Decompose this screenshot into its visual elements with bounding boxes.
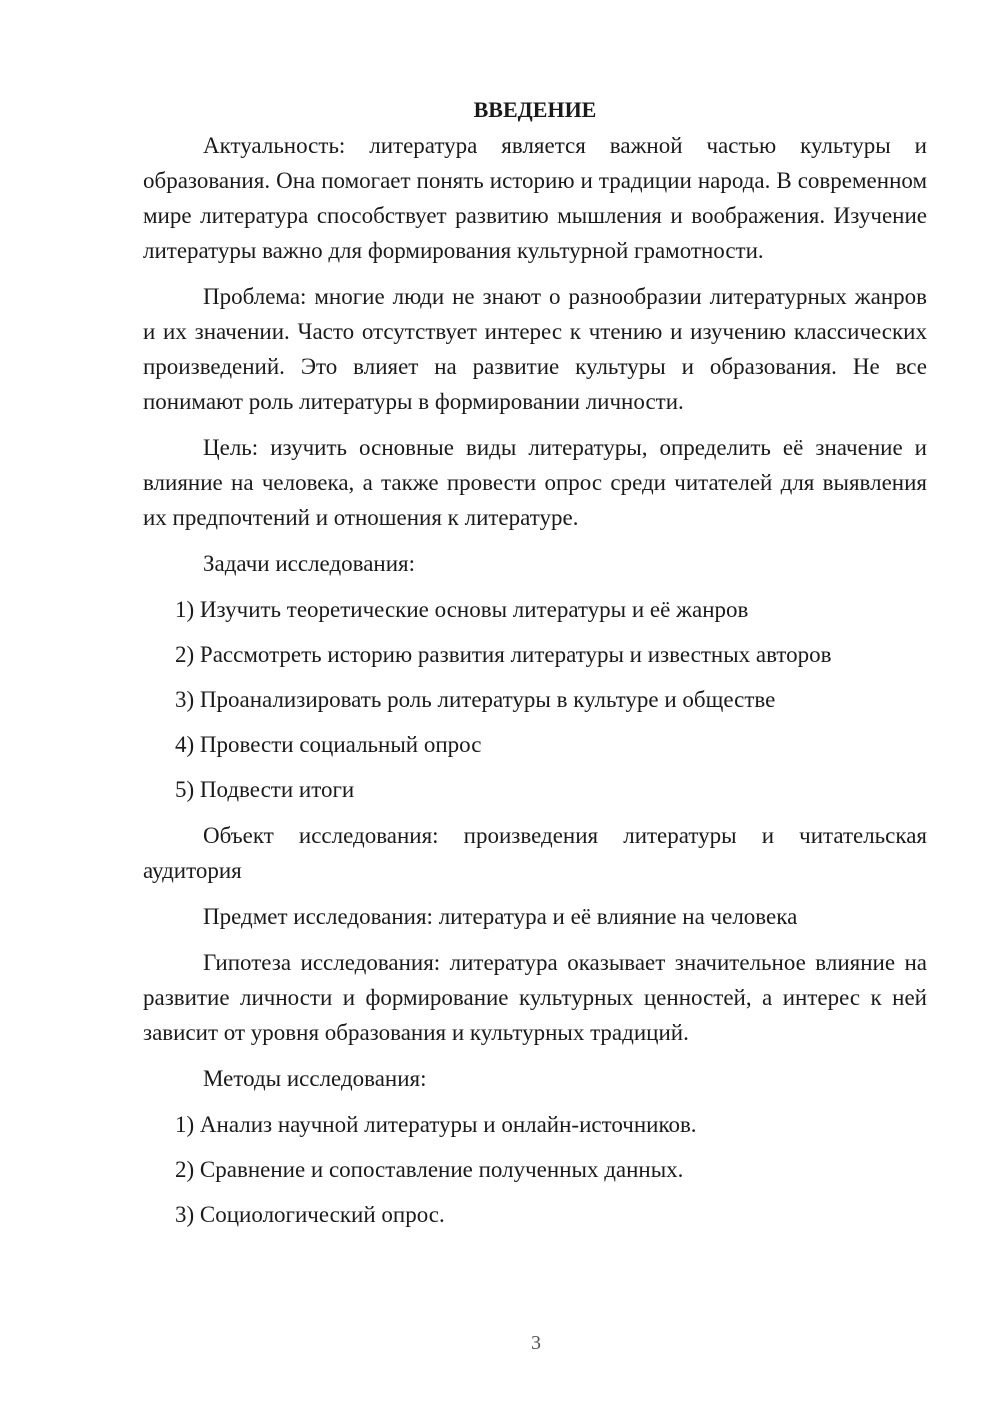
page-title: ВВЕДЕНИЕ	[473, 97, 597, 122]
list-item: 2) Сравнение и сопоставление полученных данных.	[175, 1157, 684, 1182]
list-item: 1) Анализ научной литературы и онлайн-источников.	[175, 1112, 697, 1137]
list-item: 5) Подвести итоги	[175, 777, 355, 802]
hypothesis-paragraph: Гипотеза исследования: литература оказывает значительное влияние на развитие личности и формирование культурных ценностей, а интерес к ней зависит от уровня образования и культурных традиций.	[143, 950, 927, 1045]
methods-heading: Методы исследования:	[203, 1066, 427, 1091]
tasks-list	[143, 592, 927, 807]
list-item: 4) Провести социальный опрос	[175, 732, 482, 757]
goal-paragraph: Цель: изучить основные виды литературы, определить её значение и влияние на человека, а также провести опрос среди читателей для выявления их предпочтений и отношения к литературе.	[143, 435, 927, 530]
object-paragraph: Объект исследования: произведения литературы и читательская аудитория	[143, 823, 927, 883]
list-item: 1) Изучить теоретические основы литературы и её жанров	[175, 597, 749, 622]
relevance-paragraph: Актуальность: литература является важной частью культуры и образования. Она помогает понять историю и традиции народа. В современном мире литература способствует развитию мышления и воображения. Изучение литературы важно для формирования культурной грамотности.	[143, 133, 927, 263]
problem-paragraph: Проблема: многие люди не знают о разнообразии литературных жанров и их значении. Часто отсутствует интерес к чтению и изучению классических произведений. Это влияет на развитие культуры и образования. Не все понимают роль литературы в формировании личности.	[143, 284, 927, 414]
list-item: 3) Проанализировать роль литературы в культуре и обществе	[175, 687, 776, 712]
tasks-heading: Задачи исследования:	[203, 551, 416, 576]
list-item: 2) Рассмотреть историю развития литературы и известных авторов	[175, 642, 832, 667]
page-content	[143, 92, 927, 1243]
methods-list	[143, 1107, 927, 1232]
page-number: 3	[531, 1332, 541, 1354]
list-item: 3) Социологический опрос.	[175, 1202, 445, 1227]
subject-paragraph: Предмет исследования: литература и её влияние на человека	[203, 904, 798, 929]
